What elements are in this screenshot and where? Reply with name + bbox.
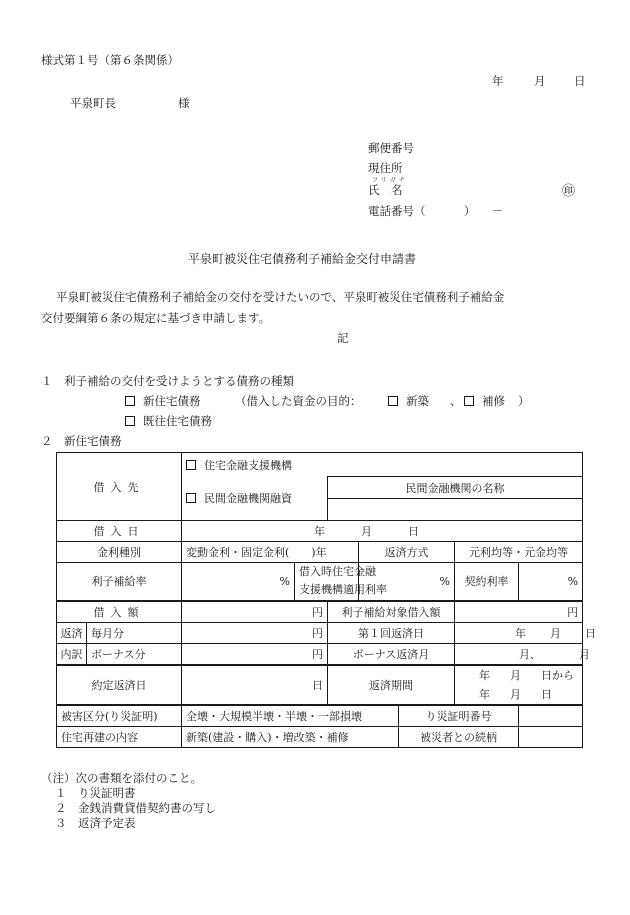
phone-dash: －: [492, 204, 504, 218]
purpose-new-label: 新築: [406, 394, 429, 408]
contract-day-label: 約定返済日: [57, 665, 182, 705]
date-day: 日: [574, 74, 586, 88]
repay-method-value[interactable]: 元利均等・元金均等: [455, 542, 583, 563]
subsidy-rate-field[interactable]: %: [182, 563, 295, 601]
monthly-label: 毎月分: [87, 622, 182, 643]
section1-heading: １ 利子補給の交付を受けようとする債務の種類: [41, 374, 294, 388]
name-label: 氏 名: [368, 183, 403, 197]
address-label: 現住所: [368, 161, 403, 175]
purpose-new-checkbox[interactable]: [388, 396, 398, 406]
private-name-field[interactable]: [328, 499, 583, 521]
bonus-label: ボーナス分: [87, 643, 182, 665]
ki-mark: 記: [337, 331, 349, 345]
target-amount-label: 利子補給対象借入額: [328, 601, 455, 623]
borrow-date-field[interactable]: 年 月 日: [182, 521, 583, 542]
lender-jhf-option[interactable]: [182, 453, 583, 477]
lender-label: 借入先: [57, 453, 182, 521]
purpose-separator: 、: [450, 394, 462, 408]
monthly-amount-field[interactable]: 円: [182, 622, 328, 643]
addressee-name: 平泉町長: [70, 96, 116, 110]
contract-rate-field[interactable]: %: [519, 563, 583, 601]
new-loan-row: [125, 393, 201, 409]
target-amount-field[interactable]: 円: [455, 601, 583, 623]
bonus-amount-field[interactable]: 円: [182, 643, 328, 665]
existing-loan-checkbox[interactable]: [125, 416, 135, 426]
jhf-rate-field[interactable]: %: [359, 563, 455, 601]
seal-icon: ㊞: [562, 184, 576, 199]
lender-private-option[interactable]: [182, 477, 328, 521]
postal-label: 郵便番号: [368, 141, 414, 155]
date-month: 月: [534, 74, 546, 88]
first-repay-label: 第１回返済日: [328, 622, 455, 643]
date-year: 年: [492, 74, 504, 88]
subsidy-rate-label: 利子補給率: [57, 563, 182, 601]
addressee-honorific: 様: [178, 96, 190, 110]
notes-heading: （注）次の書類を添付のこと。: [41, 771, 202, 785]
name-ruby: フリガナ: [372, 177, 408, 184]
existing-loan-row: [125, 413, 212, 429]
rate-type-value[interactable]: 変動金利・固定金利( )年: [182, 542, 359, 563]
form-number: 様式第１号（第６条関係）: [41, 53, 179, 67]
phone-label: 電話番号（: [368, 204, 426, 218]
bonus-repay-label: ボーナス返済月: [328, 643, 455, 665]
purpose-label: （借入した資金の目的：: [235, 394, 362, 408]
phone-paren: ）: [464, 204, 476, 218]
purpose-repair-checkbox[interactable]: [464, 396, 474, 406]
note-item: ２ 金銭消費貸借契約書の写し: [55, 801, 216, 815]
relation-field[interactable]: [519, 726, 583, 747]
damage-value[interactable]: 全壊・大規模半壊・半壊・一部損壊: [182, 705, 399, 727]
contract-day-field[interactable]: 日: [182, 665, 328, 705]
purpose-repair-label: 補修: [482, 394, 505, 408]
period-label: 返済期間: [328, 665, 455, 705]
document-title: 平泉町被災住宅債務利子補給金交付申請書: [188, 252, 417, 266]
rebuild-label: 住宅再建の内容: [57, 726, 182, 747]
cert-no-field[interactable]: [519, 705, 583, 727]
new-loan-label: 新住宅債務: [143, 394, 201, 408]
damage-label: 被害区分(り災証明): [57, 705, 182, 727]
contract-rate-label: 契約利率: [455, 563, 519, 601]
private-name-label: 民間金融機関の名称: [328, 477, 583, 499]
private-checkbox[interactable]: [186, 493, 196, 503]
rate-type-label: 金利種別: [57, 542, 182, 563]
borrow-date-label: 借入日: [57, 521, 182, 542]
first-repay-field[interactable]: 年 月 日: [455, 622, 583, 643]
note-item: ３ 返済予定表: [55, 816, 136, 830]
loan-amount-label: 借入額: [57, 601, 182, 623]
repay-method-label: 返済方式: [359, 542, 455, 563]
note-item: １ り災証明書: [55, 786, 136, 800]
jhf-rate-label: 借入時住宅金融 支援機構適用利率: [295, 563, 359, 601]
purpose-close: ）: [518, 394, 530, 408]
breakdown-label-b: 内訳: [57, 643, 87, 665]
purpose-repair-option: [464, 393, 505, 409]
private-label: 民間金融機関融資: [204, 492, 292, 506]
body-line-1: 平泉町被災住宅債務利子補給金の交付を受けたいので、平泉町被災住宅債務利子補給金: [56, 290, 505, 304]
breakdown-label-a: 返済: [57, 622, 87, 643]
cert-no-label: り災証明番号: [399, 705, 519, 727]
existing-loan-label: 既往住宅債務: [143, 414, 212, 428]
period-field[interactable]: 年 月 日から 年 月 日: [455, 665, 583, 705]
new-loan-checkbox[interactable]: [125, 396, 135, 406]
section2-heading: ２ 新住宅債務: [41, 434, 122, 448]
loan-details-table: [56, 452, 596, 748]
rebuild-value[interactable]: 新築(建設・購入)・増改築・補修: [182, 726, 399, 747]
jhf-checkbox[interactable]: [186, 460, 196, 470]
loan-amount-field[interactable]: 円: [182, 601, 328, 623]
body-line-2: 交付要綱第６条の規定に基づき申請します。: [41, 311, 271, 325]
jhf-label: 住宅金融支援機構: [204, 458, 292, 472]
bonus-repay-field[interactable]: 月、 月: [455, 643, 583, 665]
relation-label: 被災者との続柄: [399, 726, 519, 747]
purpose-new-option: [388, 393, 429, 409]
